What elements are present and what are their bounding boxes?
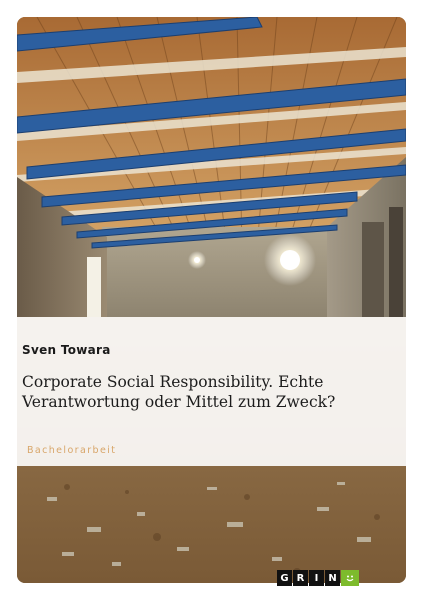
logo-letter: G <box>277 570 292 586</box>
logo-letter: R <box>293 570 308 586</box>
cover <box>17 17 406 583</box>
author-name: Sven Towara <box>22 343 111 357</box>
book-title: Corporate Social Responsibility. Echte Verantwortung oder Mittel zum Zweck? <box>22 373 336 411</box>
publisher-logo <box>277 570 359 586</box>
cover-photo <box>17 17 406 583</box>
logo-letter: N <box>325 570 340 586</box>
logo-letter: I <box>309 570 324 586</box>
smiley-icon <box>341 570 359 586</box>
document-type: Bachelorarbeit <box>27 445 117 456</box>
